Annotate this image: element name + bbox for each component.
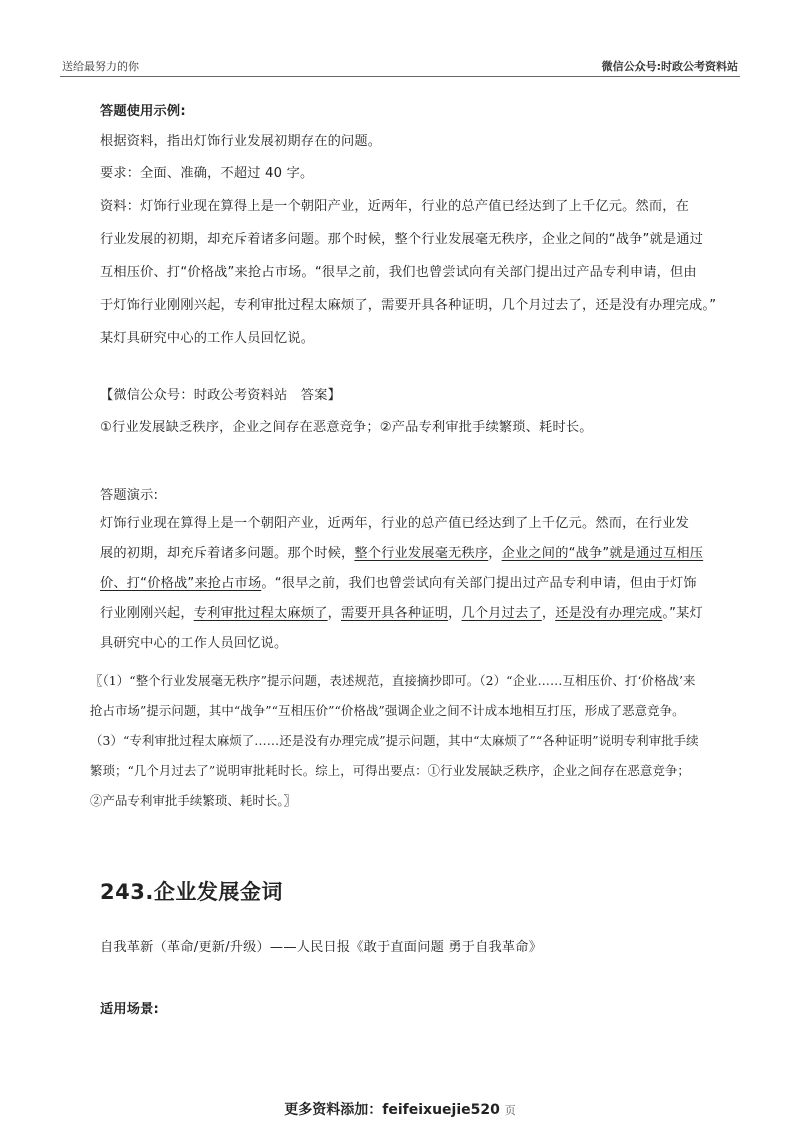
demo-underlined-text: 几个月过去了 <box>461 606 542 621</box>
demo-line <box>100 600 703 627</box>
answer-label: 【微信公众号：时政公考资料站 答案】 <box>100 388 341 403</box>
demo-text: 行业刚刚兴起， <box>100 606 194 621</box>
scenario-label: 适用场景: <box>100 1002 160 1017</box>
requirement-text: 要求：全面、准确，不超过 40 字。 <box>100 166 314 181</box>
demo-text: 。“很早之前，我们也曾尝试向有关部门提出过产品专利申请，但由于灯饰 <box>261 576 697 591</box>
demo-text: ， <box>541 606 556 621</box>
demo-underlined-text: 专利审批过程太麻烦了 <box>193 606 328 621</box>
demo-underlined-text: 价、打“价格战”来抢占市场 <box>100 576 262 591</box>
demo-label: 答题演示: <box>100 488 159 503</box>
material-line: 某灯具研究中心的工作人员回忆说。 <box>100 331 315 346</box>
demo-underlined-text: 企业之间的“战争”就是通过互相压 <box>501 546 704 561</box>
answer-text: ①行业发展缺乏秩序，企业之间存在恶意竞争；②产品专利审批手续繁琐、耗时长。 <box>100 420 593 435</box>
header-divider <box>60 76 740 77</box>
phrase-text: 自我革新（革命/更新/升级）——人民日报《敢于直面问题 勇于自我革命》 <box>100 940 543 955</box>
demo-line <box>100 570 700 597</box>
header-left-text: 送给最努力的你 <box>62 60 139 73</box>
footer-text: 更多资料添加：feifeixuejie520 <box>284 1102 500 1118</box>
page-indicator: 页 <box>504 1104 516 1117</box>
explanation-text: 〖（1）“整个行业发展毫无秩序”提示问题，表述规范，直接摘抄即可。（2）“企业……互相压价、打‘价格战’来抢占市场”提示问题，其中“战争”“互相压价”“价格战”强调企业之间不计成本地相互打压，形成了恶意竞争。（3）“专利审批过程太麻烦了……还是没有办理完成”提示问题，其中“太麻烦了”“各种证明”说明专利审批手续繁琐；“几个月过去了”说明审批耗时长。综上，可得出要点：①行业发展缺乏秩序，企业之间存在恶意竞争；②产品专利审批手续繁琐、耗时长。〗 <box>90 673 699 808</box>
demo-underlined-text: 需要开具各种证明 <box>340 606 449 621</box>
demo-text: 。”某灯 <box>662 606 703 621</box>
demo-text: 灯饰行业现在算得上是一个朝阳产业，近两年，行业的总产值已经达到了上千亿元。然而，在行业发 <box>100 516 690 531</box>
section-title: 243.企业发展金词 <box>100 880 283 904</box>
demo-text: ， <box>488 546 502 561</box>
question-text: 根据资料，指出灯饰行业发展初期存在的问题。 <box>100 134 382 149</box>
material-line: 行业发展的初期，却充斥着诸多问题。那个时候，整个行业发展毫无秩序，企业之间的“战争”就是通过 <box>100 232 704 247</box>
demo-line <box>100 540 704 567</box>
material-line: 资料：灯饰行业现在算得上是一个朝阳产业，近两年，行业的总产值已经达到了上千亿元。然而，在 <box>100 199 690 214</box>
demo-underlined-text: 还是没有办理完成 <box>555 606 663 621</box>
material-line: 互相压价、打“价格战”来抢占市场。“很早之前，我们也曾尝试向有关部门提出过产品专利申请，但由 <box>100 265 697 280</box>
demo-underlined-text: 整个行业发展毫无秩序 <box>354 546 489 561</box>
demo-text: 展的初期，却充斥着诸多问题。那个时候， <box>100 546 355 561</box>
example-label: 答题使用示例: <box>100 104 186 119</box>
footer <box>0 1099 800 1119</box>
demo-text: ， <box>327 606 341 621</box>
demo-line <box>100 630 700 657</box>
demo-text: 具研究中心的工作人员回忆说。 <box>100 636 288 651</box>
demo-line <box>100 510 700 537</box>
header-right-text: 微信公众号:时政公考资料站 <box>601 60 738 73</box>
material-line: 于灯饰行业刚刚兴起，专利审批过程太麻烦了，需要开具各种证明，几个月过去了，还是没有办理完成。” <box>100 298 717 313</box>
demo-text: ， <box>448 606 462 621</box>
